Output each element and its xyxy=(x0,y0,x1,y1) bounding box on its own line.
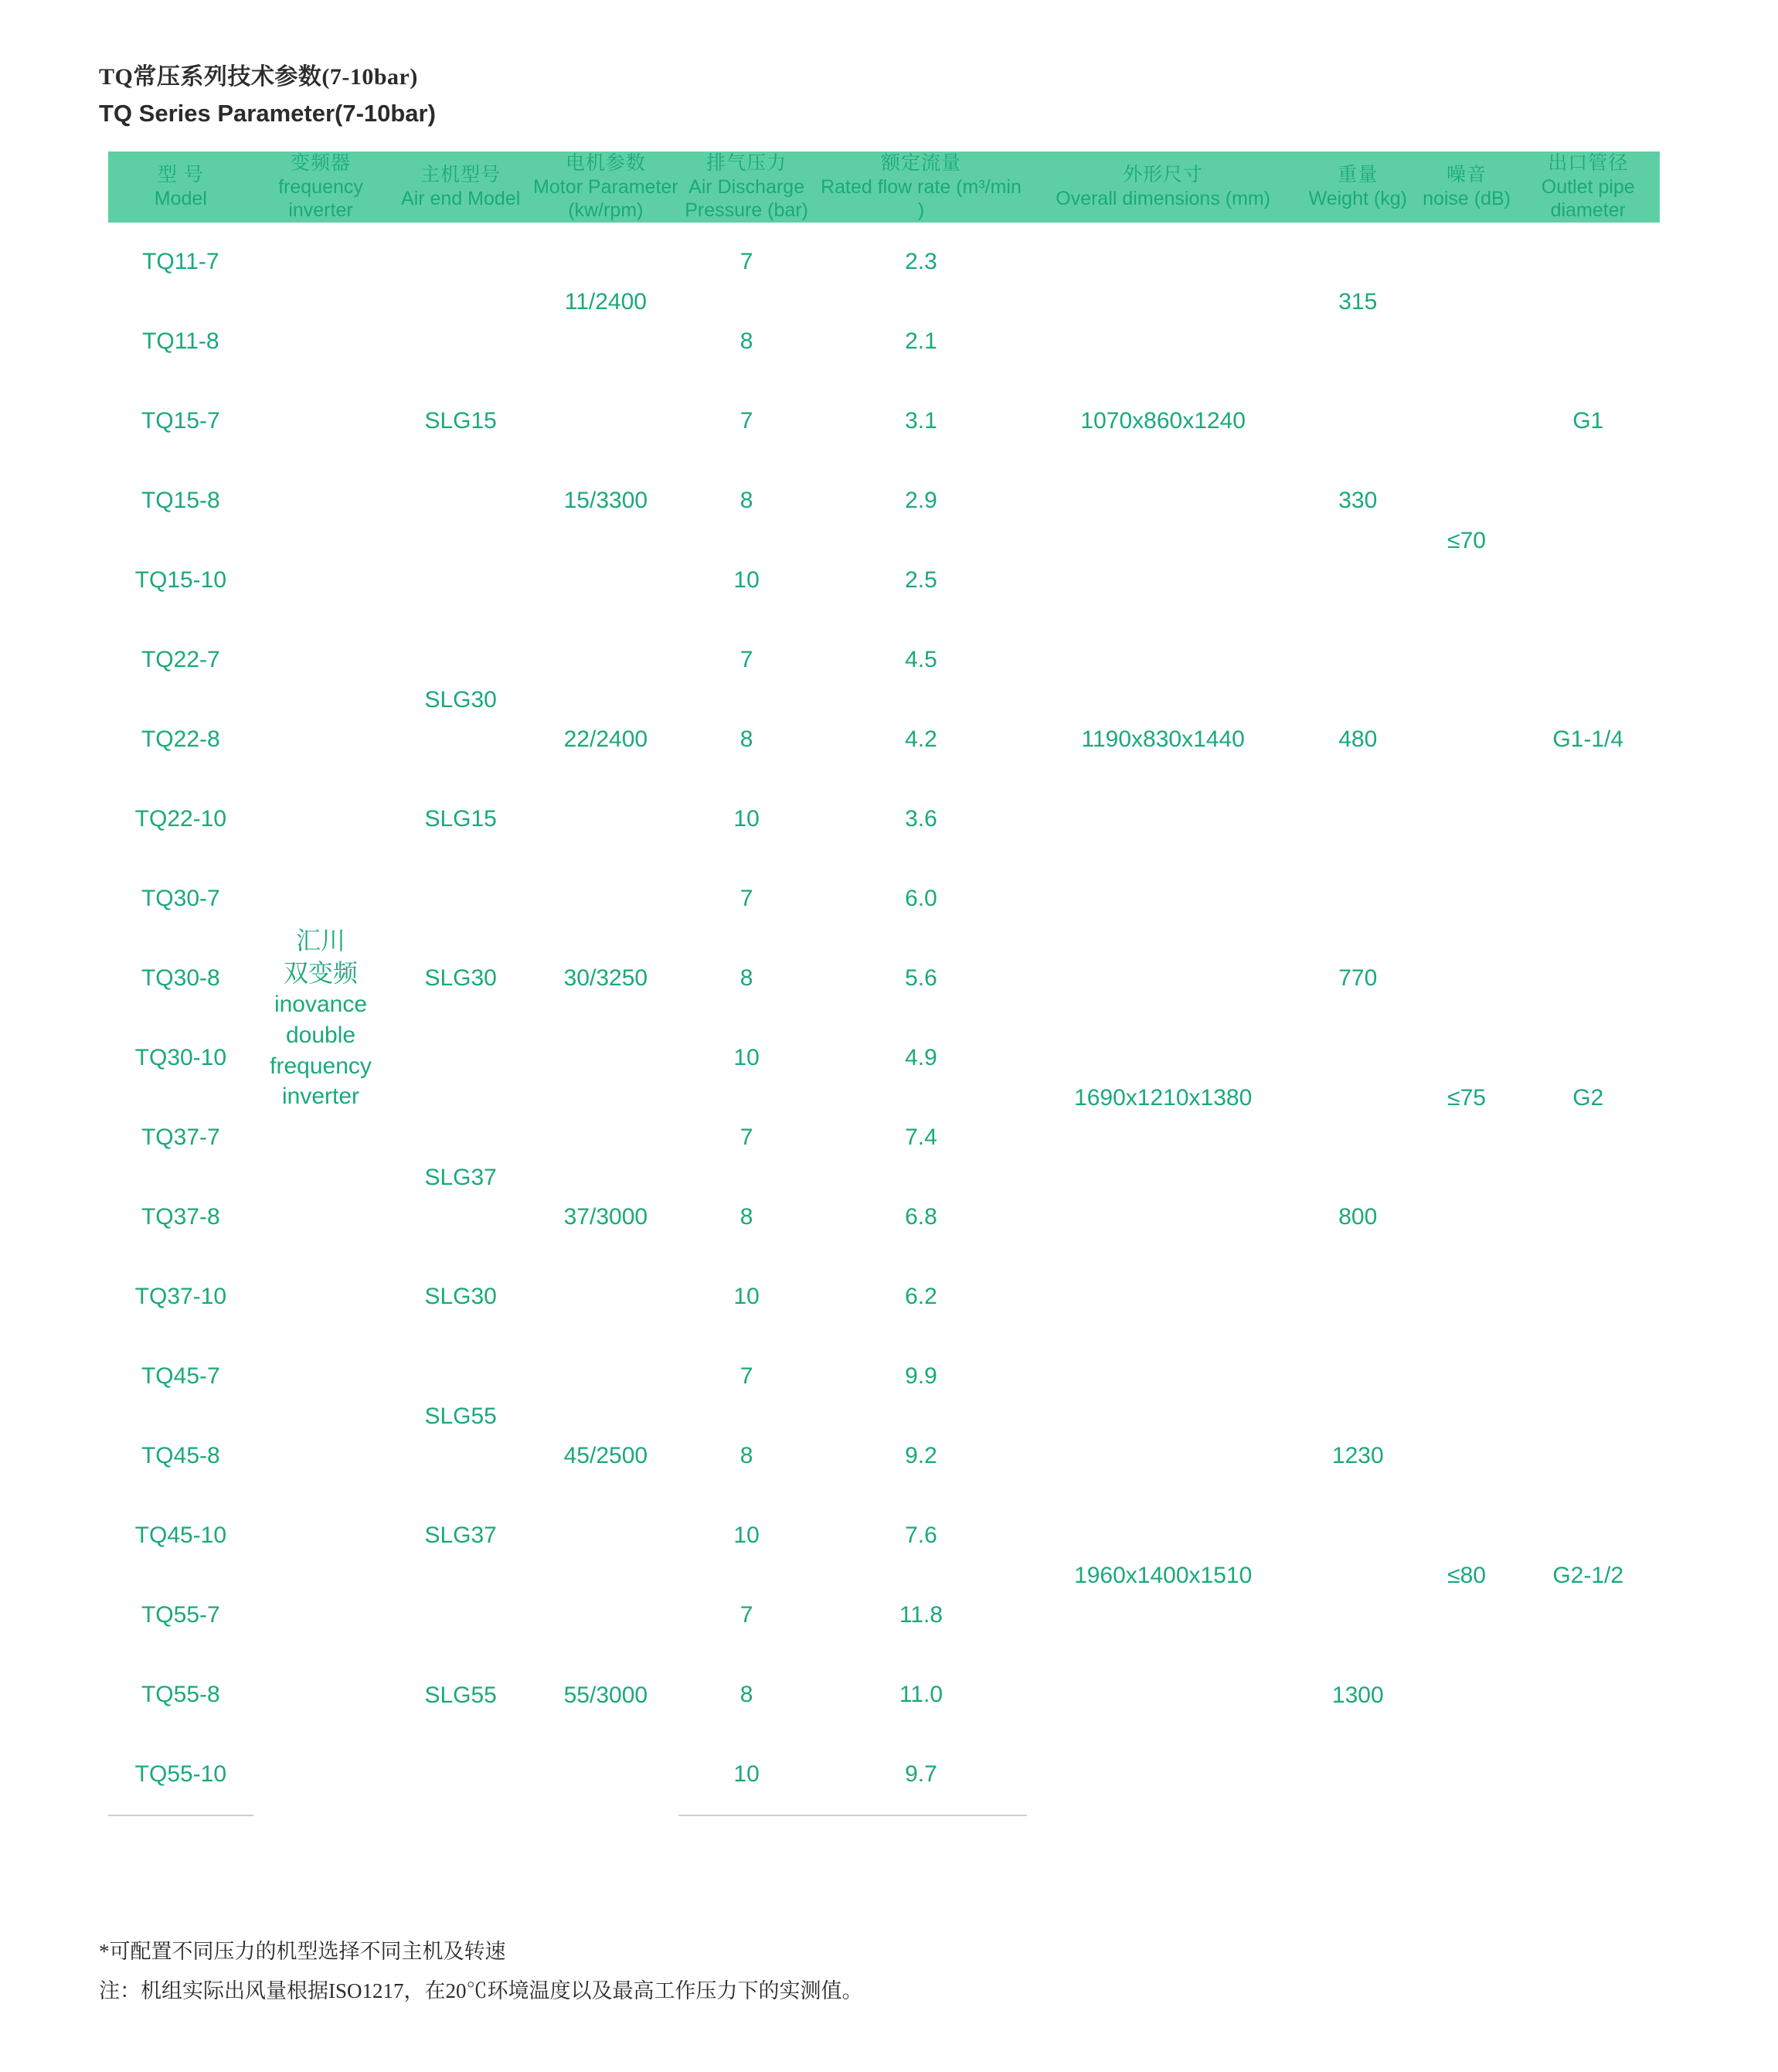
cell-pressure: 10 xyxy=(733,1284,760,1309)
cell-weight: 315 xyxy=(1338,288,1378,315)
specification-table xyxy=(108,151,1660,1816)
header-motor-cn: 电机参数 xyxy=(565,152,646,174)
cell-inverter xyxy=(253,223,389,1815)
header-weight xyxy=(1299,151,1417,223)
cell-flow: 4.2 xyxy=(905,726,937,752)
header-flow-en: Rated flow rate (m³/min ) xyxy=(821,175,1022,221)
cell-pressure: 10 xyxy=(678,1735,815,1815)
cell-pressure: 8 xyxy=(739,1443,753,1468)
cell-flow: 4.5 xyxy=(905,647,937,672)
footnotes xyxy=(99,1932,863,2012)
inverter-cn-1: 汇川 xyxy=(295,927,345,955)
cell-dimensions: 1690x1210x1380 xyxy=(1074,1084,1253,1111)
cell-airend: SLG37 xyxy=(424,1164,497,1190)
cell-model: TQ30-10 xyxy=(134,1045,227,1070)
cell-motor: 37/3000 xyxy=(563,1204,648,1230)
header-inverter xyxy=(253,151,389,223)
cell-model: TQ22-7 xyxy=(141,647,220,672)
cell-airend: SLG15 xyxy=(424,806,497,832)
cell-pressure: 8 xyxy=(739,1204,753,1230)
cell-pressure: 7 xyxy=(739,1602,753,1628)
cell-model: TQ11-7 xyxy=(142,249,219,274)
header-weight-en: Weight (kg) xyxy=(1308,187,1407,209)
header-motor xyxy=(533,151,678,223)
header-weight-cn: 重量 xyxy=(1338,164,1379,186)
cell-pressure: 7 xyxy=(739,886,753,911)
cell-model: TQ30-8 xyxy=(141,965,220,991)
cell-model: TQ15-10 xyxy=(134,567,227,593)
title-chinese: TQ常压系列技术参数(7-10bar) xyxy=(99,64,418,90)
cell-flow: 2.1 xyxy=(905,328,937,354)
title-english: TQ Series Parameter(7-10bar) xyxy=(99,100,436,127)
footnote-line-2: 注：机组实际出风量根据ISO1217，在20℃环境温度以及最高工作压力下的实测值。 xyxy=(99,1979,863,2003)
cell-pressure: 7 xyxy=(739,1124,753,1150)
header-outlet-cn: 出口管径 xyxy=(1548,152,1629,174)
cell-weight: 330 xyxy=(1338,488,1378,513)
cell-pressure: 10 xyxy=(733,567,760,593)
footnote-line-1: *可配置不同压力的机型选择不同主机及转速 xyxy=(99,1940,506,1963)
cell-flow: 3.1 xyxy=(905,408,937,434)
cell-dimensions: 1190x830x1440 xyxy=(1081,726,1245,752)
cell-flow: 2.5 xyxy=(905,567,937,593)
header-inverter-cn: 变频器 xyxy=(290,152,351,174)
cell-pressure: 8 xyxy=(739,1682,753,1707)
header-motor-en: Motor Parameter (kw/rpm) xyxy=(533,175,678,221)
cell-model: TQ15-7 xyxy=(141,408,220,434)
cell-pressure: 8 xyxy=(739,488,753,513)
header-airend xyxy=(388,151,533,223)
cell-model: TQ22-10 xyxy=(134,806,227,832)
header-pressure xyxy=(678,151,815,223)
cell-outlet: G2-1/2 xyxy=(1552,1563,1624,1588)
cell-pressure: 7 xyxy=(739,1363,753,1389)
cell-model: TQ55-8 xyxy=(141,1682,220,1707)
cell-flow: 6.8 xyxy=(905,1204,937,1230)
cell-dimensions: 1070x860x1240 xyxy=(1080,408,1246,434)
cell-pressure: 7 xyxy=(739,408,753,434)
cell-airend: SLG15 xyxy=(424,408,497,434)
cell-pressure: 8 xyxy=(739,328,753,354)
header-noise-en: noise (dB) xyxy=(1423,187,1511,209)
page-title xyxy=(99,63,436,128)
cell-flow: 11.8 xyxy=(899,1602,943,1628)
cell-pressure: 8 xyxy=(739,726,753,752)
header-noise-cn: 噪音 xyxy=(1447,164,1487,186)
cell-airend: SLG30 xyxy=(424,965,497,991)
cell-flow: 11.0 xyxy=(899,1682,943,1707)
header-inverter-en: frequency inverter xyxy=(278,175,363,221)
cell-flow: 6.0 xyxy=(905,886,937,911)
cell-model: TQ45-10 xyxy=(134,1523,227,1548)
cell-model: TQ45-7 xyxy=(141,1363,220,1389)
cell-model: TQ15-8 xyxy=(141,488,220,513)
cell-weight: 770 xyxy=(1338,965,1378,991)
cell-model: TQ22-8 xyxy=(141,726,220,752)
cell-flow: 7.4 xyxy=(905,1124,937,1150)
cell-flow: 9.7 xyxy=(814,1735,1027,1815)
header-flow-cn: 额定流量 xyxy=(880,152,961,174)
cell-outlet: G2 xyxy=(1572,1084,1604,1111)
header-flow xyxy=(814,151,1027,223)
cell-motor: 22/2400 xyxy=(563,726,648,752)
cell-weight: 1300 xyxy=(1331,1682,1384,1708)
header-outlet xyxy=(1516,151,1660,223)
header-dimensions-cn: 外形尺寸 xyxy=(1123,164,1204,186)
cell-motor: 11/2400 xyxy=(564,288,647,315)
cell-model: TQ37-7 xyxy=(141,1124,220,1150)
cell-pressure: 8 xyxy=(739,965,753,991)
cell-pressure: 7 xyxy=(739,249,753,274)
cell-dimensions: 1960x1400x1510 xyxy=(1074,1563,1253,1588)
cell-pressure: 10 xyxy=(733,806,760,832)
header-dimensions-en: Overall dimensions (mm) xyxy=(1056,187,1271,209)
inverter-cn-2: 双变频 xyxy=(283,958,358,987)
header-model-cn: 型 号 xyxy=(157,164,204,186)
cell-motor: 15/3300 xyxy=(563,488,648,513)
cell-model: TQ45-8 xyxy=(141,1443,220,1468)
cell-model: TQ37-10 xyxy=(134,1284,227,1309)
cell-airend: SLG30 xyxy=(424,1284,497,1309)
cell-motor: 55/3000 xyxy=(563,1682,648,1708)
inverter-en: inovance double frequency inverter xyxy=(270,992,372,1110)
cell-flow: 2.3 xyxy=(905,249,937,274)
cell-weight: 1230 xyxy=(1331,1443,1384,1468)
cell-model: TQ55-10 xyxy=(108,1735,253,1815)
header-noise xyxy=(1417,151,1517,223)
cell-model: TQ37-8 xyxy=(141,1204,220,1230)
header-outlet-en: Outlet pipe diameter xyxy=(1541,175,1635,221)
cell-noise: ≤75 xyxy=(1447,1084,1486,1111)
header-airend-cn: 主机型号 xyxy=(420,164,501,186)
cell-flow: 3.6 xyxy=(905,806,937,832)
cell-motor: 45/2500 xyxy=(563,1443,648,1468)
cell-motor: 30/3250 xyxy=(563,965,648,991)
header-model xyxy=(108,151,253,223)
cell-weight: 480 xyxy=(1338,726,1378,752)
cell-weight: 800 xyxy=(1338,1204,1378,1230)
header-pressure-cn: 排气压力 xyxy=(706,152,787,174)
cell-flow: 9.9 xyxy=(905,1363,937,1389)
cell-flow: 5.6 xyxy=(905,965,937,991)
header-dimensions xyxy=(1027,151,1298,223)
header-model-en: Model xyxy=(154,187,207,209)
cell-airend: SLG55 xyxy=(424,1403,497,1429)
cell-flow: 6.2 xyxy=(905,1284,937,1309)
cell-noise: ≤80 xyxy=(1447,1563,1486,1588)
cell-airend: SLG55 xyxy=(424,1682,497,1708)
cell-flow: 7.6 xyxy=(905,1523,937,1548)
table-header xyxy=(108,151,1660,223)
table-body xyxy=(108,223,1660,1815)
cell-pressure: 10 xyxy=(733,1523,760,1548)
cell-airend: SLG30 xyxy=(424,686,497,713)
cell-outlet: G1 xyxy=(1572,408,1604,434)
cell-noise: ≤70 xyxy=(1447,527,1486,553)
cell-model: TQ11-8 xyxy=(142,328,219,354)
cell-flow: 2.9 xyxy=(905,488,937,513)
cell-pressure: 7 xyxy=(739,647,753,672)
header-pressure-en: Air Discharge Pressure (bar) xyxy=(685,175,808,221)
header-airend-en: Air end Model xyxy=(401,187,521,209)
cell-flow: 9.2 xyxy=(905,1443,937,1468)
cell-model: TQ30-7 xyxy=(141,886,220,911)
cell-flow: 4.9 xyxy=(905,1045,937,1070)
header-row xyxy=(108,151,1660,223)
cell-model: TQ55-7 xyxy=(141,1602,220,1628)
cell-airend: SLG37 xyxy=(424,1523,497,1548)
table-row xyxy=(108,223,1660,302)
cell-outlet: G1-1/4 xyxy=(1552,726,1624,752)
cell-pressure: 10 xyxy=(733,1045,760,1070)
